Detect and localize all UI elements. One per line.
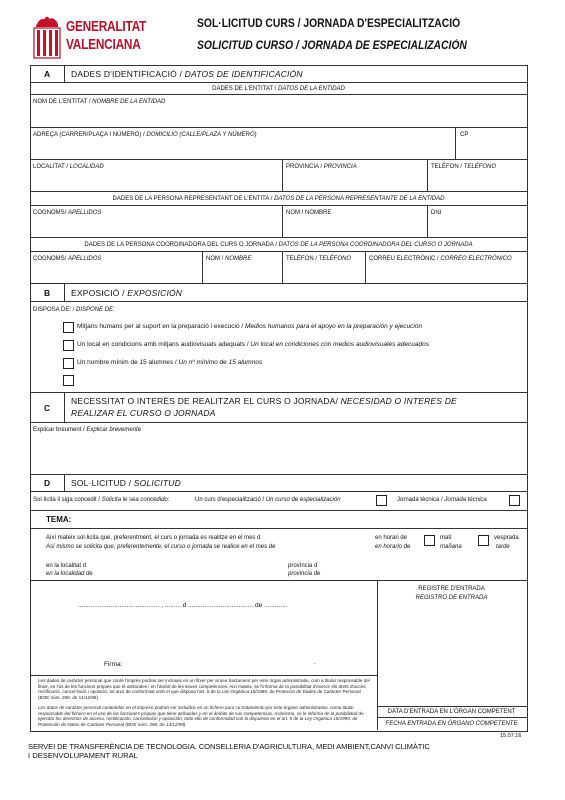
- theme-field[interactable]: [80, 514, 520, 526]
- entity-name-field[interactable]: NOM DE L'ENTITAT / NOMBRE DE LA ENTIDAD: [33, 99, 166, 105]
- coordinator-surnames-field[interactable]: COGNOMS/ APELLIDOS: [33, 256, 102, 262]
- preferred-month-label-es: Así mismo se solicita que, preferentemente, el curso o jornada se realice en el mes de: [46, 544, 276, 550]
- province-field[interactable]: PROVINCIA / PROVINCIA: [286, 164, 357, 170]
- entry-date-label-es: FECHA ENTRADA EN ÓRGANO COMPETENTE: [385, 721, 518, 727]
- afternoon-label-ca: vesprada: [494, 535, 519, 541]
- signature-dot: .: [314, 659, 316, 666]
- section-b-title: EXPOSICIÓ / EXPOSICIÓN: [71, 288, 183, 298]
- checkbox-morning[interactable]: [424, 535, 435, 546]
- checkbox-human-resources[interactable]: [63, 322, 74, 333]
- entry-date-label-ca: DATA D'ENTRADA EN L'ÒRGAN COMPETENT: [387, 709, 516, 715]
- brief-explanation-field[interactable]: Explicar breument / Explicar brevemente: [33, 427, 142, 433]
- course-option-label: Un curs d'especialització / Un curso de especialización: [195, 497, 341, 503]
- footer-line-2: I DESENVOLUPAMENT RURAL: [28, 751, 138, 760]
- section-d-letter: D: [44, 478, 51, 488]
- representative-name-field[interactable]: NOM / NOMBRE: [286, 210, 332, 216]
- section-a-title: DADES D'IDENTIFICACIÓ / DATOS DE IDENTIFICACIÓN: [71, 69, 303, 79]
- logo-line-1: GENERALITAT: [66, 19, 147, 35]
- coordinator-phone-field[interactable]: TELÈFON / TELÉFONO: [286, 256, 352, 262]
- checkbox-specialization-course[interactable]: [376, 495, 387, 506]
- title-spanish: SOLICITUD CURSO / JORNADA DE ESPECIALIZACIÓN: [197, 40, 467, 52]
- logo-line-2: VALENCIANA: [66, 37, 141, 53]
- coordinator-data-header: DADES DE LA PERSONA COORDINADORA DEL CURS O JORNADA / DATOS DE LA PERSONA COORDINADORA DEL CURSO O JORNADA: [84, 242, 473, 248]
- dni-field[interactable]: DNI: [431, 210, 442, 216]
- morning-label-ca: matí: [440, 535, 452, 541]
- disposa-label: DISPOSA DE: / DISPONE DE:: [33, 307, 115, 313]
- section-c-title-line-1: NECESSITAT O INTERÈS DE REALITZAR EL CURS O JORNADA/ NECESIDAD O INTERES DE: [71, 396, 457, 406]
- generalitat-emblem-icon: [30, 14, 64, 60]
- registry-title-es: REGISTRO DE ENTRADA: [415, 595, 488, 601]
- morning-label-es: mañana: [440, 544, 462, 550]
- place-date-line[interactable]: ............................................. , ......... d .................................... de .............: [78, 602, 288, 609]
- phone-field[interactable]: TELÈFON / TELÉFONO: [431, 164, 497, 170]
- checkbox-audiovisual-room[interactable]: [63, 340, 74, 351]
- privacy-notice-ca: Les dades de caràcter personal que conté l'imprès podran ser incloses en un fitxer per al seu tractament per este òrgan administratiu, com a titular responsable del fitxer, en l'ús de les funcions pròpies que té atribuïdes i en l'àmbit de les seues competències. Així mateix, se l'informa de la possibilitat d'exercir els drets d'accés, rectificació, cancel·lació i oposició, tot això de conformitat amb el que disposa l'art. 5 de la Llei Orgànica 15/1999, de Protecció de Dades de Caràcter Personal (BOE núm. 298, de 14/12/99): [38, 678, 370, 700]
- schedule-label-es: en horario de: [375, 544, 411, 550]
- section-b-letter: B: [44, 288, 51, 298]
- footer-line-1: SERVEI DE TRANSFERÈNCIA DE TECNOLOGIA. CONSELLERIA D'AGRICULTURA, MEDI AMBIENT,CANVI CLIMÀTIC: [28, 742, 430, 751]
- preferred-month-label-ca: Així mateix sol·licita que, preferentment, el curs o jornada es realitze en el mes d: [46, 535, 261, 541]
- checkbox-afternoon[interactable]: [478, 535, 489, 546]
- signature-label: Firma:: [104, 661, 123, 668]
- technical-day-option-label: Jornada tècnica / Jornada técnica: [397, 497, 487, 503]
- section-c-title-line-2: REALIZAR EL CURSO O JORNADA: [71, 408, 216, 418]
- coordinator-email-field[interactable]: CORREU ELECTRÒNIC / CORREO ELECTRÓNICO: [369, 256, 512, 262]
- option-minimum-students: Un nombre mínim de 15 alumnes / Un nº mínimo de 15 alumnos: [77, 359, 263, 366]
- privacy-notice-es: Los datos de carácter personal contenidos en el impreso podrán ser incluidos en un fichero para su tratamiento por este órgano administrativo, como titular responsable del fichero en el uso de las funciones propias que tiene atribuidas y en el ámbito de sus competencias. Asimismo, se le informa de la posibilidad de ejercitar los derechos de acceso, rectificación, cancelación y oposición, todo ello de conformidad con lo dispuesto en el art. 5 de la Ley Orgánica 15/1999, de Protección de Datos de Carácter Personal (BOE núm. 298, de 14/12/99): [38, 705, 364, 727]
- address-field[interactable]: ADREÇA (CARRER/PLAÇA I NÚMERO) / DOMICILIO (CALLE/PLAZA Y NÚMERO): [33, 132, 257, 138]
- afternoon-label-es: tarde: [496, 544, 510, 550]
- checkbox-other[interactable]: [63, 375, 74, 386]
- province-label-es: provincia de: [288, 571, 321, 577]
- checkbox-technical-day[interactable]: [509, 495, 520, 506]
- registry-stamp-area: [380, 605, 524, 705]
- option-audiovisual-room: Un local en condicions amb mitjans audiovisuals adequats / Un local en condiciones con medios audiovisuales adecuados: [77, 341, 429, 348]
- section-c-letter: C: [44, 403, 51, 413]
- title-catalan: SOL·LICITUD CURS / JORNADA D'ESPECIALITZACIÓ: [197, 18, 461, 30]
- form-code: 15.07.16: [500, 733, 522, 739]
- coordinator-name-field[interactable]: NOM / NOMBRE: [206, 256, 252, 262]
- locality-field[interactable]: LOCALITAT / LOCALIDAD: [33, 164, 104, 170]
- theme-label: TEMA:: [46, 515, 72, 524]
- section-d-title: SOL·LICITUD / SOLICITUD: [71, 478, 181, 488]
- schedule-label-ca: en horari de: [375, 535, 408, 541]
- registry-title-ca: REGISTRE D'ENTRADA: [418, 586, 485, 592]
- entity-data-header: DADES DE L'ENTITAT / DATOS DE LA ENTIDAD: [212, 86, 345, 92]
- locality-label-es: en la localidad de: [46, 571, 93, 577]
- request-label: Sol·licita li siga concedit / Solicita le sea concedido:: [33, 497, 170, 503]
- postal-code-field[interactable]: CP: [460, 132, 469, 138]
- option-human-resources: Mitjans humans per al suport en la preparació i execució / Medios humanos para el apoyo en la preparación y ejecución: [77, 323, 423, 330]
- representative-data-header: DADES DE LA PERSONA REPRESENTANT DE L'ENTITA / DATOS DE LA PERSONA REPRESENTANTE DE LA ENTIDAD: [112, 196, 445, 202]
- locality-label-ca: en la localitat d: [46, 563, 87, 569]
- logo: [30, 14, 160, 60]
- section-a-letter: A: [44, 69, 51, 79]
- province-label-ca: província d: [288, 563, 318, 569]
- checkbox-minimum-students[interactable]: [63, 358, 74, 369]
- representative-surnames-field[interactable]: COGNOMS/ APELLIDOS: [33, 210, 102, 216]
